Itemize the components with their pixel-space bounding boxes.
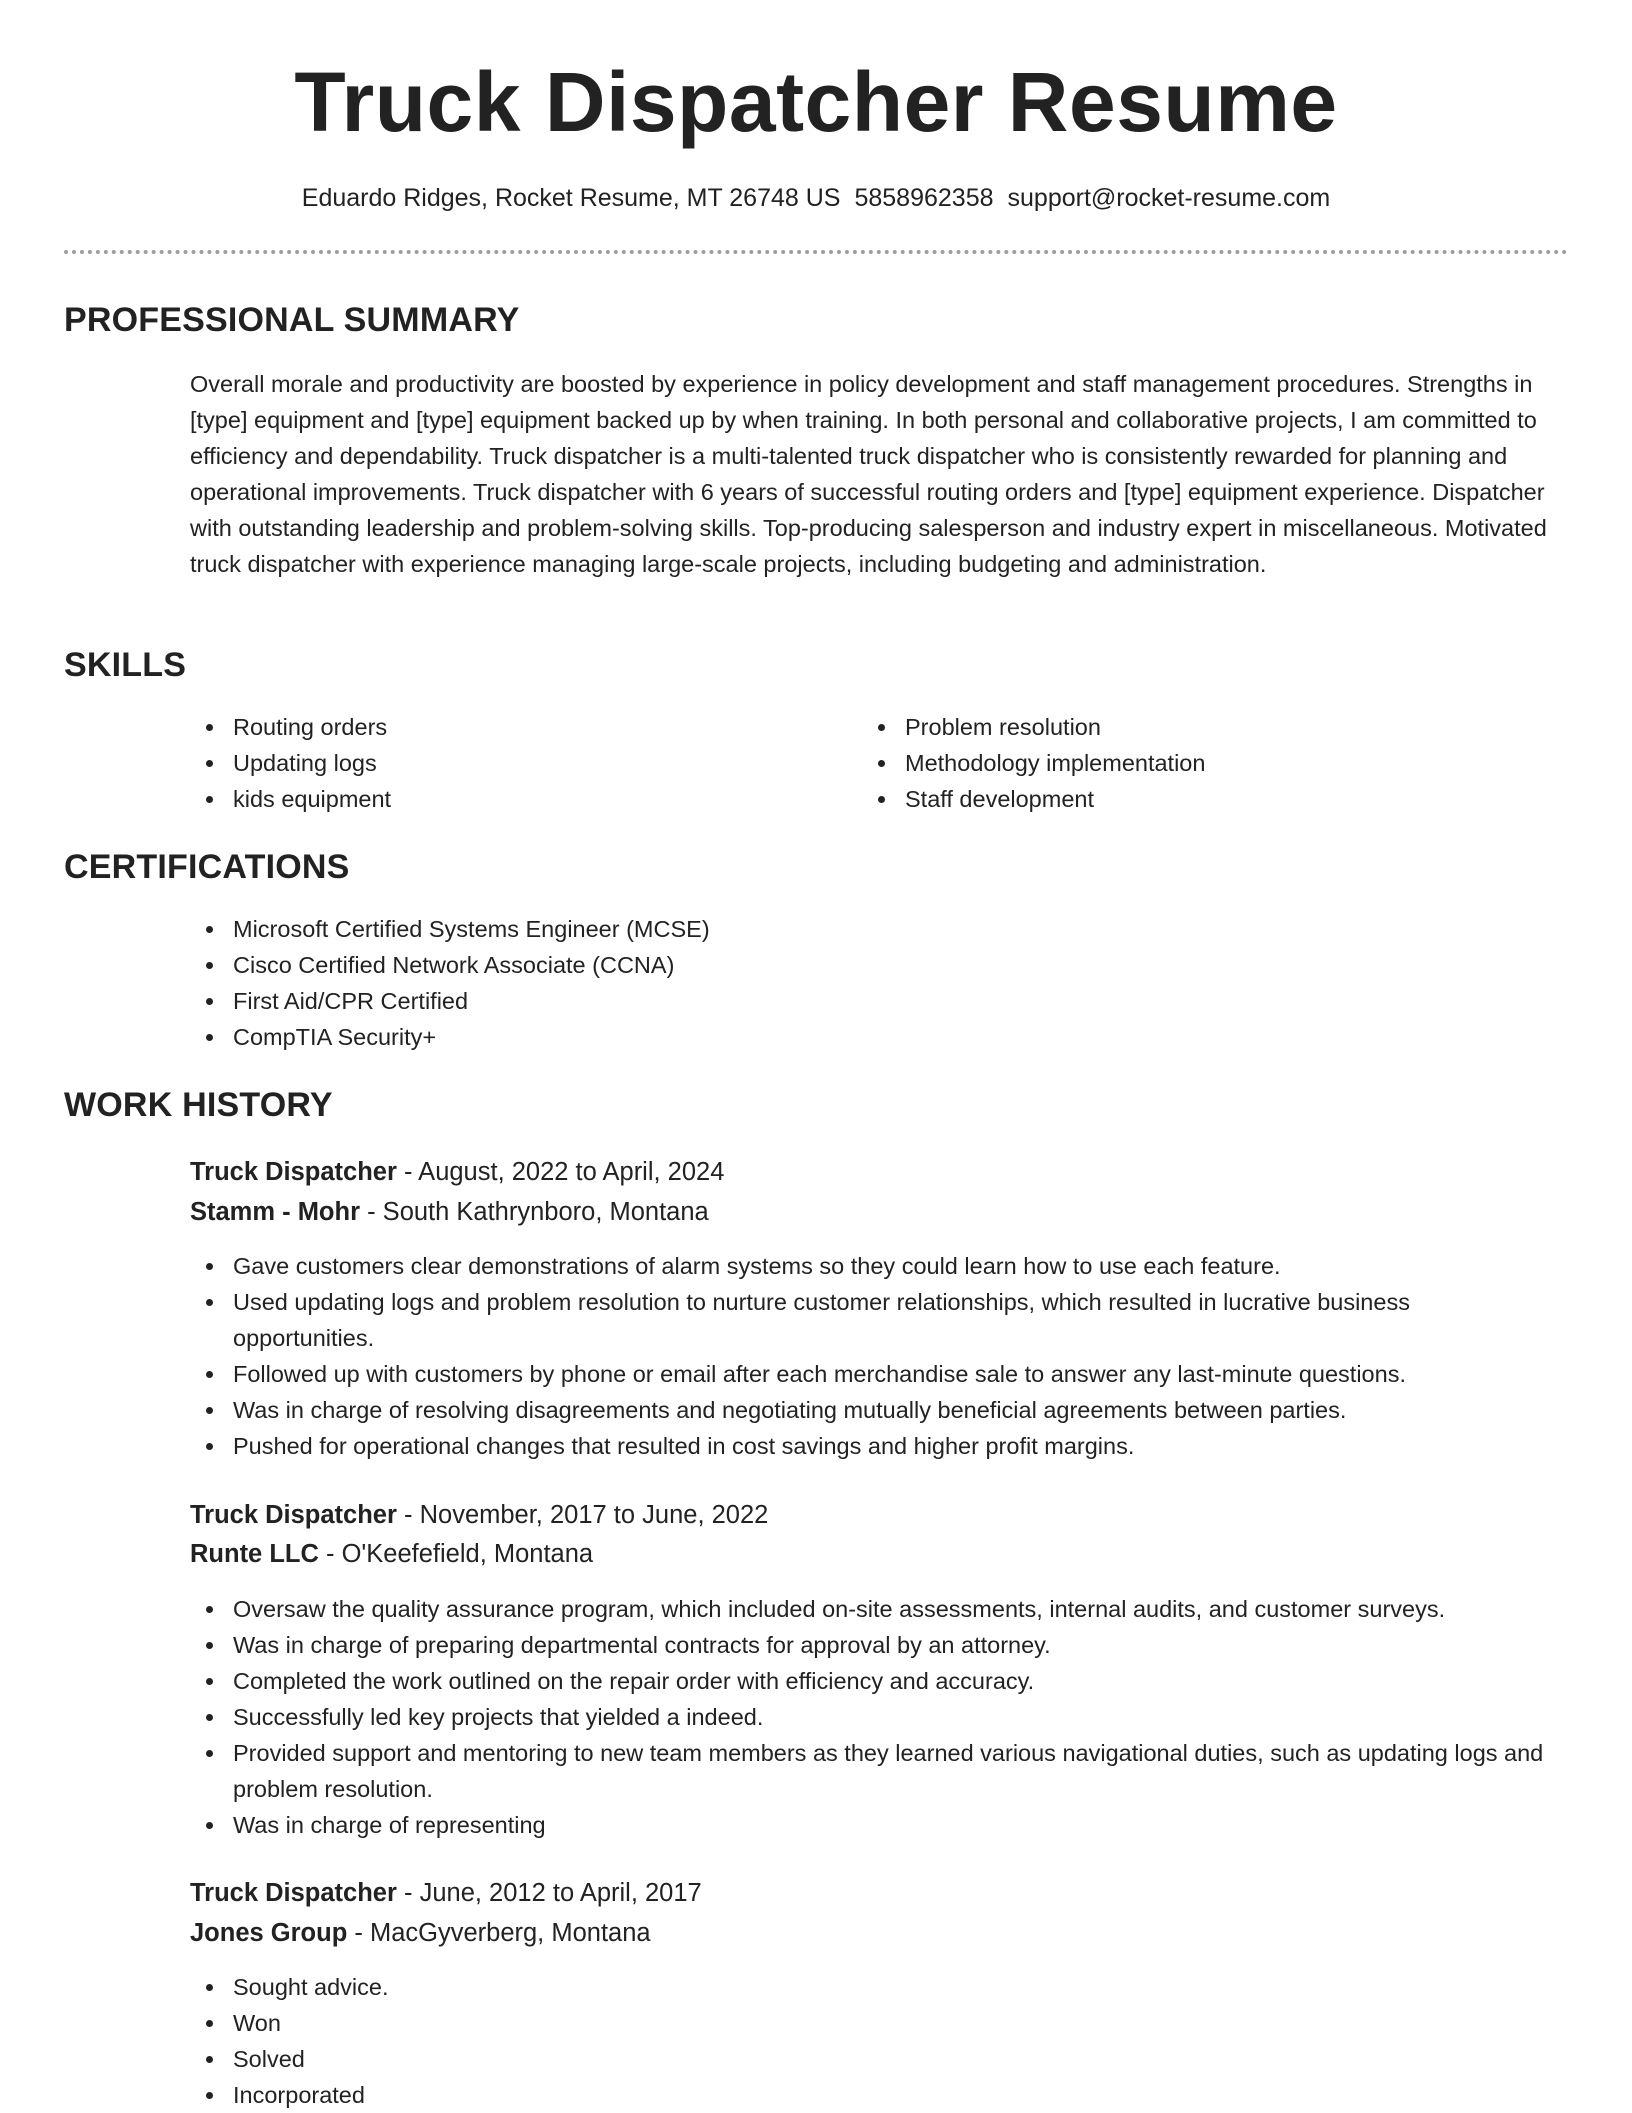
contact-line (0, 178, 1632, 218)
job-bullets (190, 1969, 1550, 2113)
summary-text: Overall morale and productivity are boosted by experience in policy development and staff management procedures. Strengths in [type] equipment and [type] equipment backed up by when training. In both personal and collaborative projects, I am committed to efficiency and dependability. Truck dispatcher is a multi-talented truck dispatcher who is consistently rewarded for planning and operational improvements. Truck dispatcher with 6 years of successful routing orders and [type] equipment experience. Dispatcher with outstanding leadership and problem-solving skills. Top-producing salesperson and industry expert in miscellaneous. Motivated truck dispatcher with experience managing large-scale projects, including budgeting and administration. (190, 371, 1547, 577)
job-dates: - June, 2012 to April, 2017 (404, 1879, 702, 1907)
summary-heading: PROFESSIONAL SUMMARY (64, 301, 520, 339)
job-bullet: Provided support and mentoring to new team members as they learned various navigational duties, such as updating logs and problem resolution. (190, 1735, 1550, 1807)
job-bullet: Oversaw the quality assurance program, which included on-site assessments, internal audits, and customer surveys. (190, 1591, 1550, 1627)
job-dates: - August, 2022 to April, 2024 (404, 1158, 725, 1186)
job-location: - MacGyverberg, Montana (354, 1919, 651, 1947)
job-bullet: Won (190, 2005, 1550, 2041)
job-bullets (190, 1591, 1550, 1843)
skill-item: Staff development (862, 781, 1562, 817)
contact-email: support@rocket-resume.com (1007, 184, 1331, 212)
certifications-list (190, 911, 1570, 1055)
job-bullet: Solved (190, 2041, 1550, 2077)
job-company-line (190, 1535, 593, 1573)
job-title-line (190, 1153, 724, 1191)
job-location: - O'Keefefield, Montana (326, 1540, 594, 1568)
certification-item: Cisco Certified Network Associate (CCNA) (190, 947, 1570, 983)
skills-heading: SKILLS (64, 646, 187, 684)
job-bullets (190, 1248, 1510, 1464)
job-dates: - November, 2017 to June, 2022 (404, 1501, 769, 1529)
job-title: Truck Dispatcher (190, 1879, 397, 1907)
job-bullet: Used updating logs and problem resolution to nurture customer relationships, which resulted in lucrative business opportunities. (190, 1284, 1510, 1356)
job-bullet: Completed the work outlined on the repair order with efficiency and accuracy. (190, 1663, 1550, 1699)
job-company: Jones Group (190, 1919, 348, 1947)
skills-list-left (190, 709, 810, 817)
skill-item: kids equipment (190, 781, 810, 817)
job-bullet: Was in charge of resolving disagreements and negotiating mutually beneficial agreements between parties. (190, 1392, 1510, 1428)
certification-item: CompTIA Security+ (190, 1019, 1570, 1055)
job-bullet: Was in charge of representing (190, 1807, 1550, 1843)
page-title: Truck Dispatcher Resume (294, 55, 1338, 149)
skill-item: Methodology implementation (862, 745, 1562, 781)
job-bullet: Sought advice. (190, 1969, 1550, 2005)
job-location: - South Kathrynboro, Montana (367, 1198, 709, 1226)
job-company-line (190, 1914, 651, 1952)
contact-phone: 5858962358 (854, 184, 994, 212)
job-company: Runte LLC (190, 1540, 319, 1568)
certification-item: Microsoft Certified Systems Engineer (MCSE) (190, 911, 1570, 947)
header-divider (64, 250, 1568, 254)
skill-item: Routing orders (190, 709, 810, 745)
job-title-line (190, 1874, 702, 1912)
job-title-line (190, 1496, 768, 1534)
skill-item: Problem resolution (862, 709, 1562, 745)
job-title: Truck Dispatcher (190, 1158, 397, 1186)
certification-item: First Aid/CPR Certified (190, 983, 1570, 1019)
certifications-heading: CERTIFICATIONS (64, 848, 350, 886)
skills-list-right (862, 709, 1562, 817)
job-bullet: Successfully led key projects that yielded a indeed. (190, 1699, 1550, 1735)
job-bullet: Incorporated (190, 2077, 1550, 2113)
job-bullet: Was in charge of preparing departmental contracts for approval by an attorney. (190, 1627, 1550, 1663)
job-bullet: Pushed for operational changes that resulted in cost savings and higher profit margins. (190, 1428, 1510, 1464)
work-history-heading: WORK HISTORY (64, 1086, 333, 1124)
job-bullet: Gave customers clear demonstrations of alarm systems so they could learn how to use each feature. (190, 1248, 1510, 1284)
skill-item: Updating logs (190, 745, 810, 781)
job-bullet: Followed up with customers by phone or email after each merchandise sale to answer any last-minute questions. (190, 1356, 1510, 1392)
job-company-line (190, 1193, 709, 1231)
job-company: Stamm - Mohr (190, 1198, 361, 1226)
contact-address: Eduardo Ridges, Rocket Resume, MT 26748 US (301, 184, 841, 212)
job-title: Truck Dispatcher (190, 1501, 397, 1529)
